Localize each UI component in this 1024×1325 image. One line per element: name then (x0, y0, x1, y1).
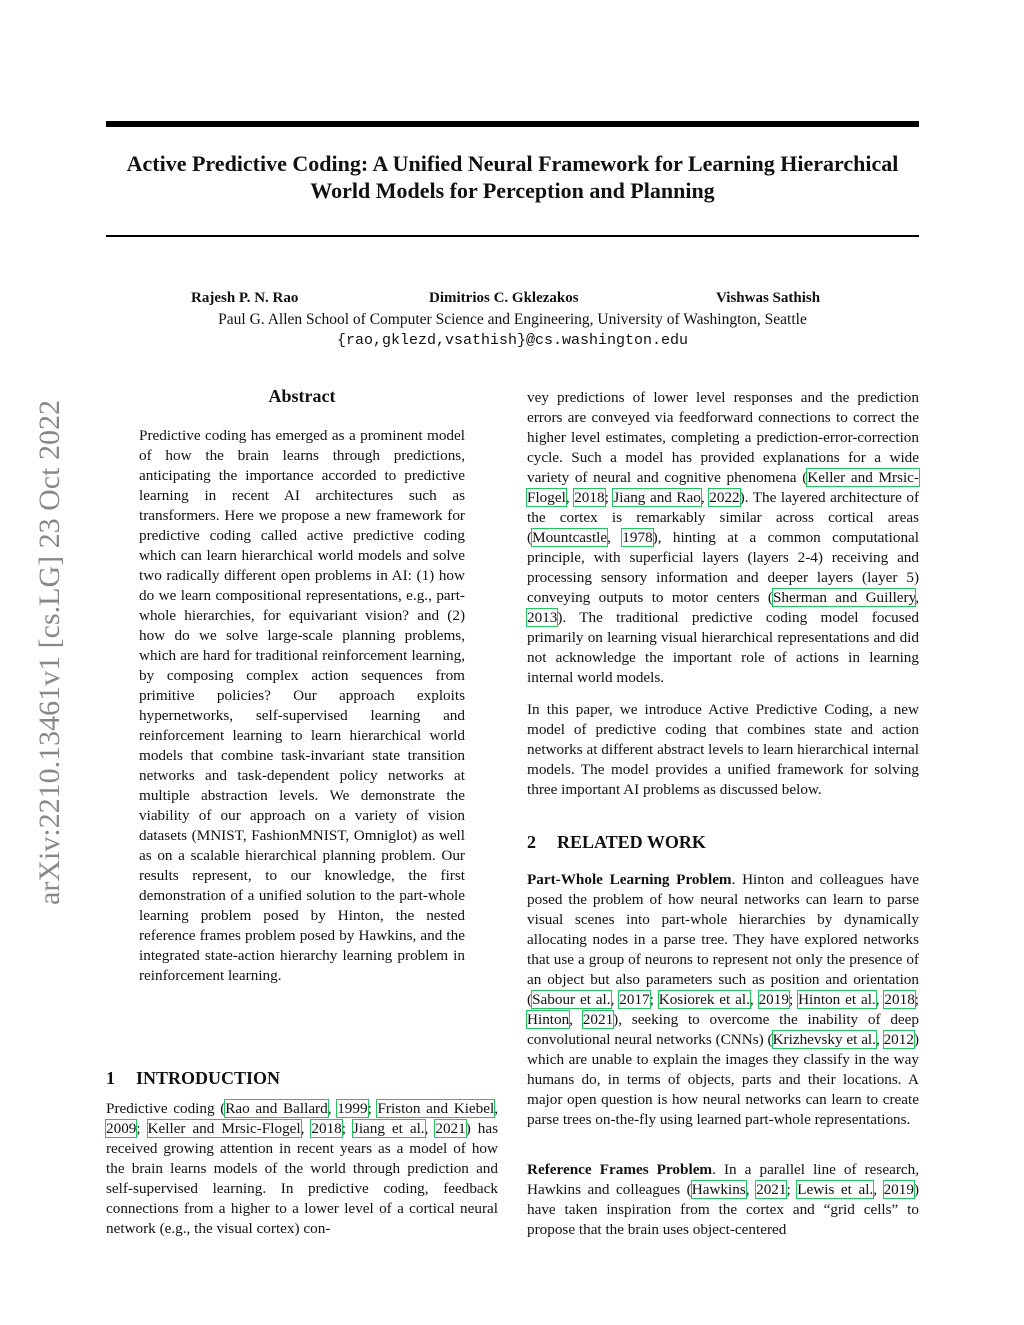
text-run: ; (788, 991, 799, 1008)
citation-link[interactable]: Hawkins (691, 1181, 746, 1198)
paragraph-lead: Reference Frames Problem (527, 1161, 713, 1178)
text-run: ), hinting at a common computational principle, with superficial layers (layers 2-4) receiving and processing sensory information and deeper layers (layer 5) conveying outputs to motor centers ( (527, 529, 919, 606)
section-heading-introduction (106, 1068, 280, 1089)
author-name: Rajesh P. N. Rao (191, 290, 299, 306)
citation-link[interactable]: 2017 (619, 991, 650, 1008)
text-run: . Hinton and colleagues have posed the problem of how neural networks can learn to parse visual scenes into part-whole hierarchies by dynamically allocating nodes in a parse tree. They have explored networks that use a group of neurons to represent not only the presence of an object but also parameters such as position and orientation ( (527, 871, 919, 1008)
text-run: , (915, 589, 919, 606)
email-local-part: {rao,gklezd,vsathish} (336, 332, 526, 349)
author-name: Dimitrios C. Gklezakos (429, 290, 579, 306)
text-run: , (607, 529, 623, 546)
text-run: ) which are unable to explain the images they classify in the way humans do, in terms of objects, parts and their locations. A major open question is how neural networks can learn to create parse trees on-the-fly using learned part-whole representations. (527, 1031, 920, 1128)
text-run: , (875, 1031, 884, 1048)
citation-link[interactable]: 1978 (622, 529, 653, 546)
text-run: , (424, 1120, 436, 1137)
text-run: , (745, 1181, 757, 1198)
text-run: ; (649, 991, 659, 1008)
citation-link[interactable]: Keller and Mrsic-Flogel (527, 469, 919, 506)
text-run: , (875, 991, 885, 1008)
text-run: , (700, 489, 710, 506)
citation-link[interactable]: 2018 (574, 489, 605, 506)
part-whole-paragraph (527, 870, 919, 1130)
paper-title: Active Predictive Coding: A Unified Neural Framework for Learning Hierarchical World Models for Perception and Planning (126, 151, 899, 203)
citation-link[interactable]: 2013 (527, 609, 558, 626)
text-run: , (873, 1181, 884, 1198)
text-run: , (569, 1011, 583, 1028)
title-rule-top (106, 121, 919, 127)
citation-link[interactable]: 2018 (884, 991, 915, 1008)
section-number: 2 (527, 832, 536, 852)
text-run: ; (341, 1120, 353, 1137)
text-run: ). The layered architecture of the cortex is remarkably similar across cortical areas ( (527, 489, 920, 546)
text-run: , (494, 1100, 499, 1117)
text-run: , (749, 991, 759, 1008)
citation-link[interactable]: Friston and Kiebel (377, 1100, 495, 1117)
citation-link[interactable]: Jiang and Rao (613, 489, 701, 506)
citation-link[interactable]: Jiang et al. (352, 1120, 425, 1137)
text-run: , (610, 991, 620, 1008)
paragraph-lead: Part-Whole Learning Problem (527, 871, 732, 888)
text-run: ; (914, 991, 920, 1008)
author-name: Vishwas Sathish (716, 290, 821, 306)
text-run: ; (367, 1100, 378, 1117)
text-run: ) has received growing attention in recent years as a model of how the brain learns models of the world through prediction and self-supervised learning. In predictive coding, feedback connections from a higher to a lower level of a cortical neural network (e.g., the visual cortex) con- (106, 1120, 498, 1237)
text-run: ; (604, 489, 614, 506)
text-run: , (327, 1100, 338, 1117)
citation-link[interactable]: 1999 (337, 1100, 368, 1117)
citation-link[interactable]: Sherman and Guillery (772, 589, 916, 606)
citation-link[interactable]: Keller and Mrsic-Flogel (147, 1120, 301, 1137)
citation-link[interactable]: 2022 (709, 489, 740, 506)
citation-link[interactable]: Lewis et al. (797, 1181, 874, 1198)
text-run: vey predictions of lower level responses and the prediction errors are conveyed via feedforward connections to correct the higher level estimates, completing a prediction-error-correction cycle. Such a model has provided explanations for a wide variety of neural and cognitive phenomena ( (527, 389, 919, 486)
citation-link[interactable]: 2021 (582, 1011, 614, 1028)
abstract-heading: Abstract (268, 386, 336, 406)
text-run: . In a parallel line of research, Hawkins and colleagues ( (527, 1161, 920, 1198)
author-emails (106, 331, 919, 349)
citation-link[interactable]: 2009 (106, 1120, 137, 1137)
citation-link[interactable]: 2012 (883, 1031, 914, 1048)
citation-link[interactable]: Sabour et al. (532, 991, 611, 1008)
section-heading-related-work (527, 832, 706, 853)
author-list (106, 290, 919, 310)
section-number: 1 (106, 1068, 115, 1088)
citation-link[interactable]: 2019 (883, 1181, 914, 1198)
citation-link[interactable]: 2018 (311, 1120, 342, 1137)
citation-link[interactable]: Mountcastle (532, 529, 608, 546)
text-run: ; (786, 1181, 798, 1198)
citation-link[interactable]: Hinton et al. (798, 991, 876, 1008)
arxiv-identifier: arXiv:2210.13461v1 [cs.LG] 23 Oct 2022 (33, 400, 66, 905)
citation-link[interactable]: 2019 (758, 991, 789, 1008)
text-run: ) have taken inspiration from the cortex and “grid cells” to propose that the brain uses object-centered (527, 1181, 920, 1238)
citation-link[interactable]: Rao and Ballard (225, 1100, 328, 1117)
title-rule-bottom (106, 235, 919, 237)
citation-link[interactable]: 2021 (435, 1120, 466, 1137)
affiliation: Paul G. Allen School of Computer Science and Engineering, University of Washington, Seattle (218, 311, 807, 328)
intro-paragraph-continued (527, 388, 919, 688)
text-run: ). The traditional predictive coding model focused primarily on learning visual hierarchical representations and did not acknowledge the important role of actions in learning internal world models. (527, 609, 919, 686)
reference-frames-paragraph (527, 1160, 919, 1240)
section-title: INTRODUCTION (136, 1068, 281, 1088)
intro-paragraph-apc: In this paper, we introduce Active Predictive Coding, a new model of predictive coding that combines state and action networks at different abstract levels to learn hierarchical internal models. The model provides a unified framework for solving three important AI problems as discussed below. (527, 701, 919, 798)
text-run: , (565, 489, 575, 506)
email-domain: @cs.washington.edu (526, 332, 689, 349)
text-run: Predictive coding ( (106, 1100, 226, 1117)
text-run: ), seeking to overcome the inability of deep convolutional neural networks (CNNs) ( (527, 1011, 920, 1048)
citation-link[interactable]: 2021 (756, 1181, 787, 1198)
citation-link[interactable]: Hinton (527, 1011, 570, 1028)
section-title: RELATED WORK (557, 832, 706, 852)
citation-link[interactable]: Krizhevsky et al. (772, 1031, 876, 1048)
text-run: ; (136, 1120, 148, 1137)
text-run: , (300, 1120, 312, 1137)
intro-paragraph (106, 1099, 498, 1239)
citation-link[interactable]: Kosiorek et al. (658, 991, 750, 1008)
abstract-text: Predictive coding has emerged as a prominent model of how the brain learns through predictions, anticipating the importance accorded to predictive learning in recent AI architectures such as transformers. Here we propose a new framework for predictive coding called active predictive coding which can learn hierarchical world models and solve two radically different open problems in AI: (1) how do we learn compositional representations, e.g., part-whole hierarchies, for equivariant vision? and (2) how do we solve large-scale planning problems, which are hard for traditional reinforcement learning, by composing complex action sequences from primitive policies? Our approach exploits hypernetworks, self-supervised learning and reinforcement learning to learn hierarchical world models that combine task-invariant state transition networks and task-dependent policy networks at multiple abstraction levels. We demonstrate the viability of our approach on a variety of vision datasets (MNIST, FashionMNIST, Omniglot) as well as on a scalable hierarchical planning problem. Our results represent, to our knowledge, the first demonstration of a unified solution to the part-whole learning problem posed by Hinton, the nested reference frames problem posed by Hawkins, and the integrated state-action hierarchy learning problem in reinforcement learning. (139, 427, 465, 984)
